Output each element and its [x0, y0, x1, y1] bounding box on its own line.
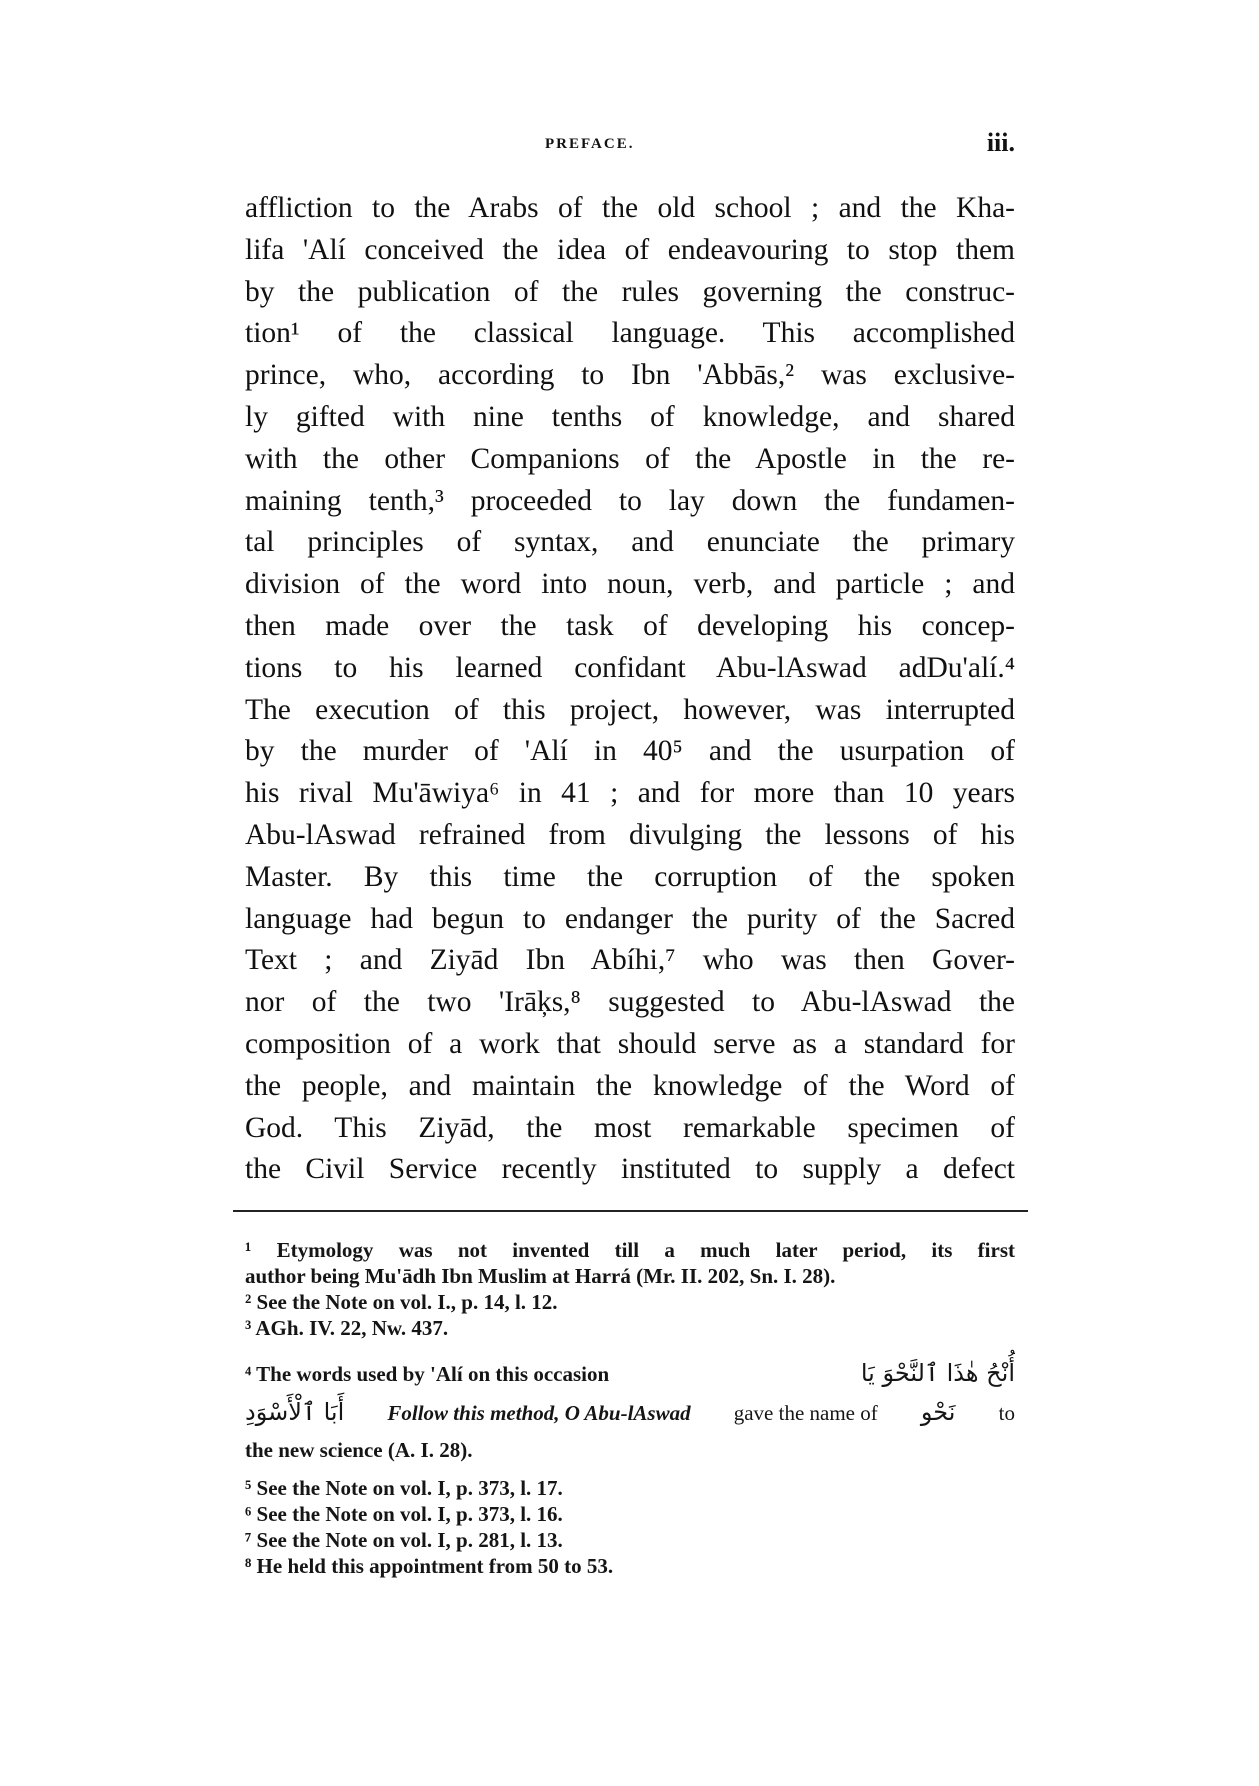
- page-number: iii.: [986, 128, 1015, 157]
- text-line: the Civil Service recently instituted to supply a defect: [245, 1153, 1015, 1186]
- text-line: division of the word into noun, verb, and particle ; and: [245, 568, 1015, 601]
- footnote-divider: [233, 1210, 1028, 1212]
- footnote-4-mid: gave the name of: [733, 1401, 878, 1425]
- arabic-quote: أُنْحُ هٰذَا ٱلنَّحْوَ يَا: [860, 1359, 1015, 1387]
- text-line: tion¹ of the classical language. This accomplished: [245, 317, 1015, 350]
- footnote-2: ² See the Note on vol. I., p. 14, l. 12.: [245, 1290, 558, 1314]
- text-line: language had begun to endanger the purity of the Sacred: [245, 902, 1015, 935]
- text-line: prince, who, according to Ibn 'Abbās,² was exclusive-: [245, 359, 1015, 392]
- text-line: then made over the task of developing his concep-: [245, 609, 1015, 642]
- footnote-4-line-3: the new science (A. I. 28).: [245, 1438, 473, 1462]
- translation-italic: Follow this method, O Abu-lAswad: [387, 1401, 691, 1425]
- arabic-term: نَحْو: [920, 1398, 956, 1426]
- text-line: affliction to the Arabs of the old school ; and the Kha-: [245, 192, 1015, 224]
- footnote-4: [245, 1355, 1015, 1467]
- footnote-1-line-2: author being Mu'ādh Ibn Muslim at Harrá (Mr. II. 202, Sn. I. 28).: [245, 1264, 836, 1288]
- footnote-4-to: to: [998, 1401, 1015, 1425]
- main-text: [245, 188, 1015, 1191]
- page-header: [245, 128, 1015, 168]
- text-line: by the murder of 'Alí in 40⁵ and the usurpation of: [245, 735, 1015, 768]
- text-line: by the publication of the rules governing the construc-: [245, 275, 1015, 308]
- footnote-1-line-1: ¹ Etymology was not invented till a much later period, its first: [245, 1238, 1015, 1262]
- footnote-4-line-2: [245, 1392, 1015, 1433]
- footnote-8: ⁸ He held this appointment from 50 to 53.: [245, 1554, 614, 1578]
- footnote-4-line-1: [245, 1355, 1015, 1392]
- footnote-6: ⁶ See the Note on vol. I, p. 373, l. 16.: [245, 1502, 563, 1526]
- text-line: with the other Companions of the Apostle in the re-: [245, 442, 1015, 475]
- arabic-name: أَبَا ٱلْأَسْوَدِ: [245, 1398, 345, 1426]
- footnote-5: ⁵ See the Note on vol. I, p. 373, l. 17.: [245, 1476, 563, 1500]
- text-line: Text ; and Ziyād Ibn Abíhi,⁷ who was then Gover-: [245, 944, 1015, 977]
- text-line: Master. By this time the corruption of the spoken: [245, 860, 1015, 893]
- footnotes: [245, 1237, 1015, 1579]
- text-line: nor of the two 'Irāķs,⁸ suggested to Abu-lAswad the: [245, 986, 1015, 1019]
- text-line: maining tenth,³ proceeded to lay down the fundamen-: [245, 484, 1015, 517]
- text-line: lifa 'Alí conceived the idea of endeavouring to stop them: [245, 233, 1015, 266]
- text-line: the people, and maintain the knowledge of the Word of: [245, 1069, 1015, 1102]
- footnote-4-lead: ⁴ The words used by 'Alí on this occasion: [245, 1362, 610, 1386]
- text-line: his rival Mu'āwiya⁶ in 41 ; and for more than 10 years: [245, 777, 1015, 810]
- text-line: tions to his learned confidant Abu-lAswad adDu'alí.⁴: [245, 651, 1015, 684]
- footnote-3: ³ AGh. IV. 22, Nw. 437.: [245, 1316, 449, 1340]
- text-line: God. This Ziyād, the most remarkable specimen of: [245, 1111, 1015, 1144]
- footnote-7: ⁷ See the Note on vol. I, p. 281, l. 13.: [245, 1528, 563, 1552]
- text-line: composition of a work that should serve as a standard for: [245, 1027, 1015, 1060]
- text-line: tal principles of syntax, and enunciate the primary: [245, 526, 1015, 559]
- running-title: PREFACE.: [545, 136, 635, 152]
- text-line: ly gifted with nine tenths of knowledge, and shared: [245, 400, 1015, 433]
- text-line: Abu-lAswad refrained from divulging the lessons of his: [245, 818, 1015, 851]
- text-line: The execution of this project, however, was interrupted: [245, 693, 1015, 726]
